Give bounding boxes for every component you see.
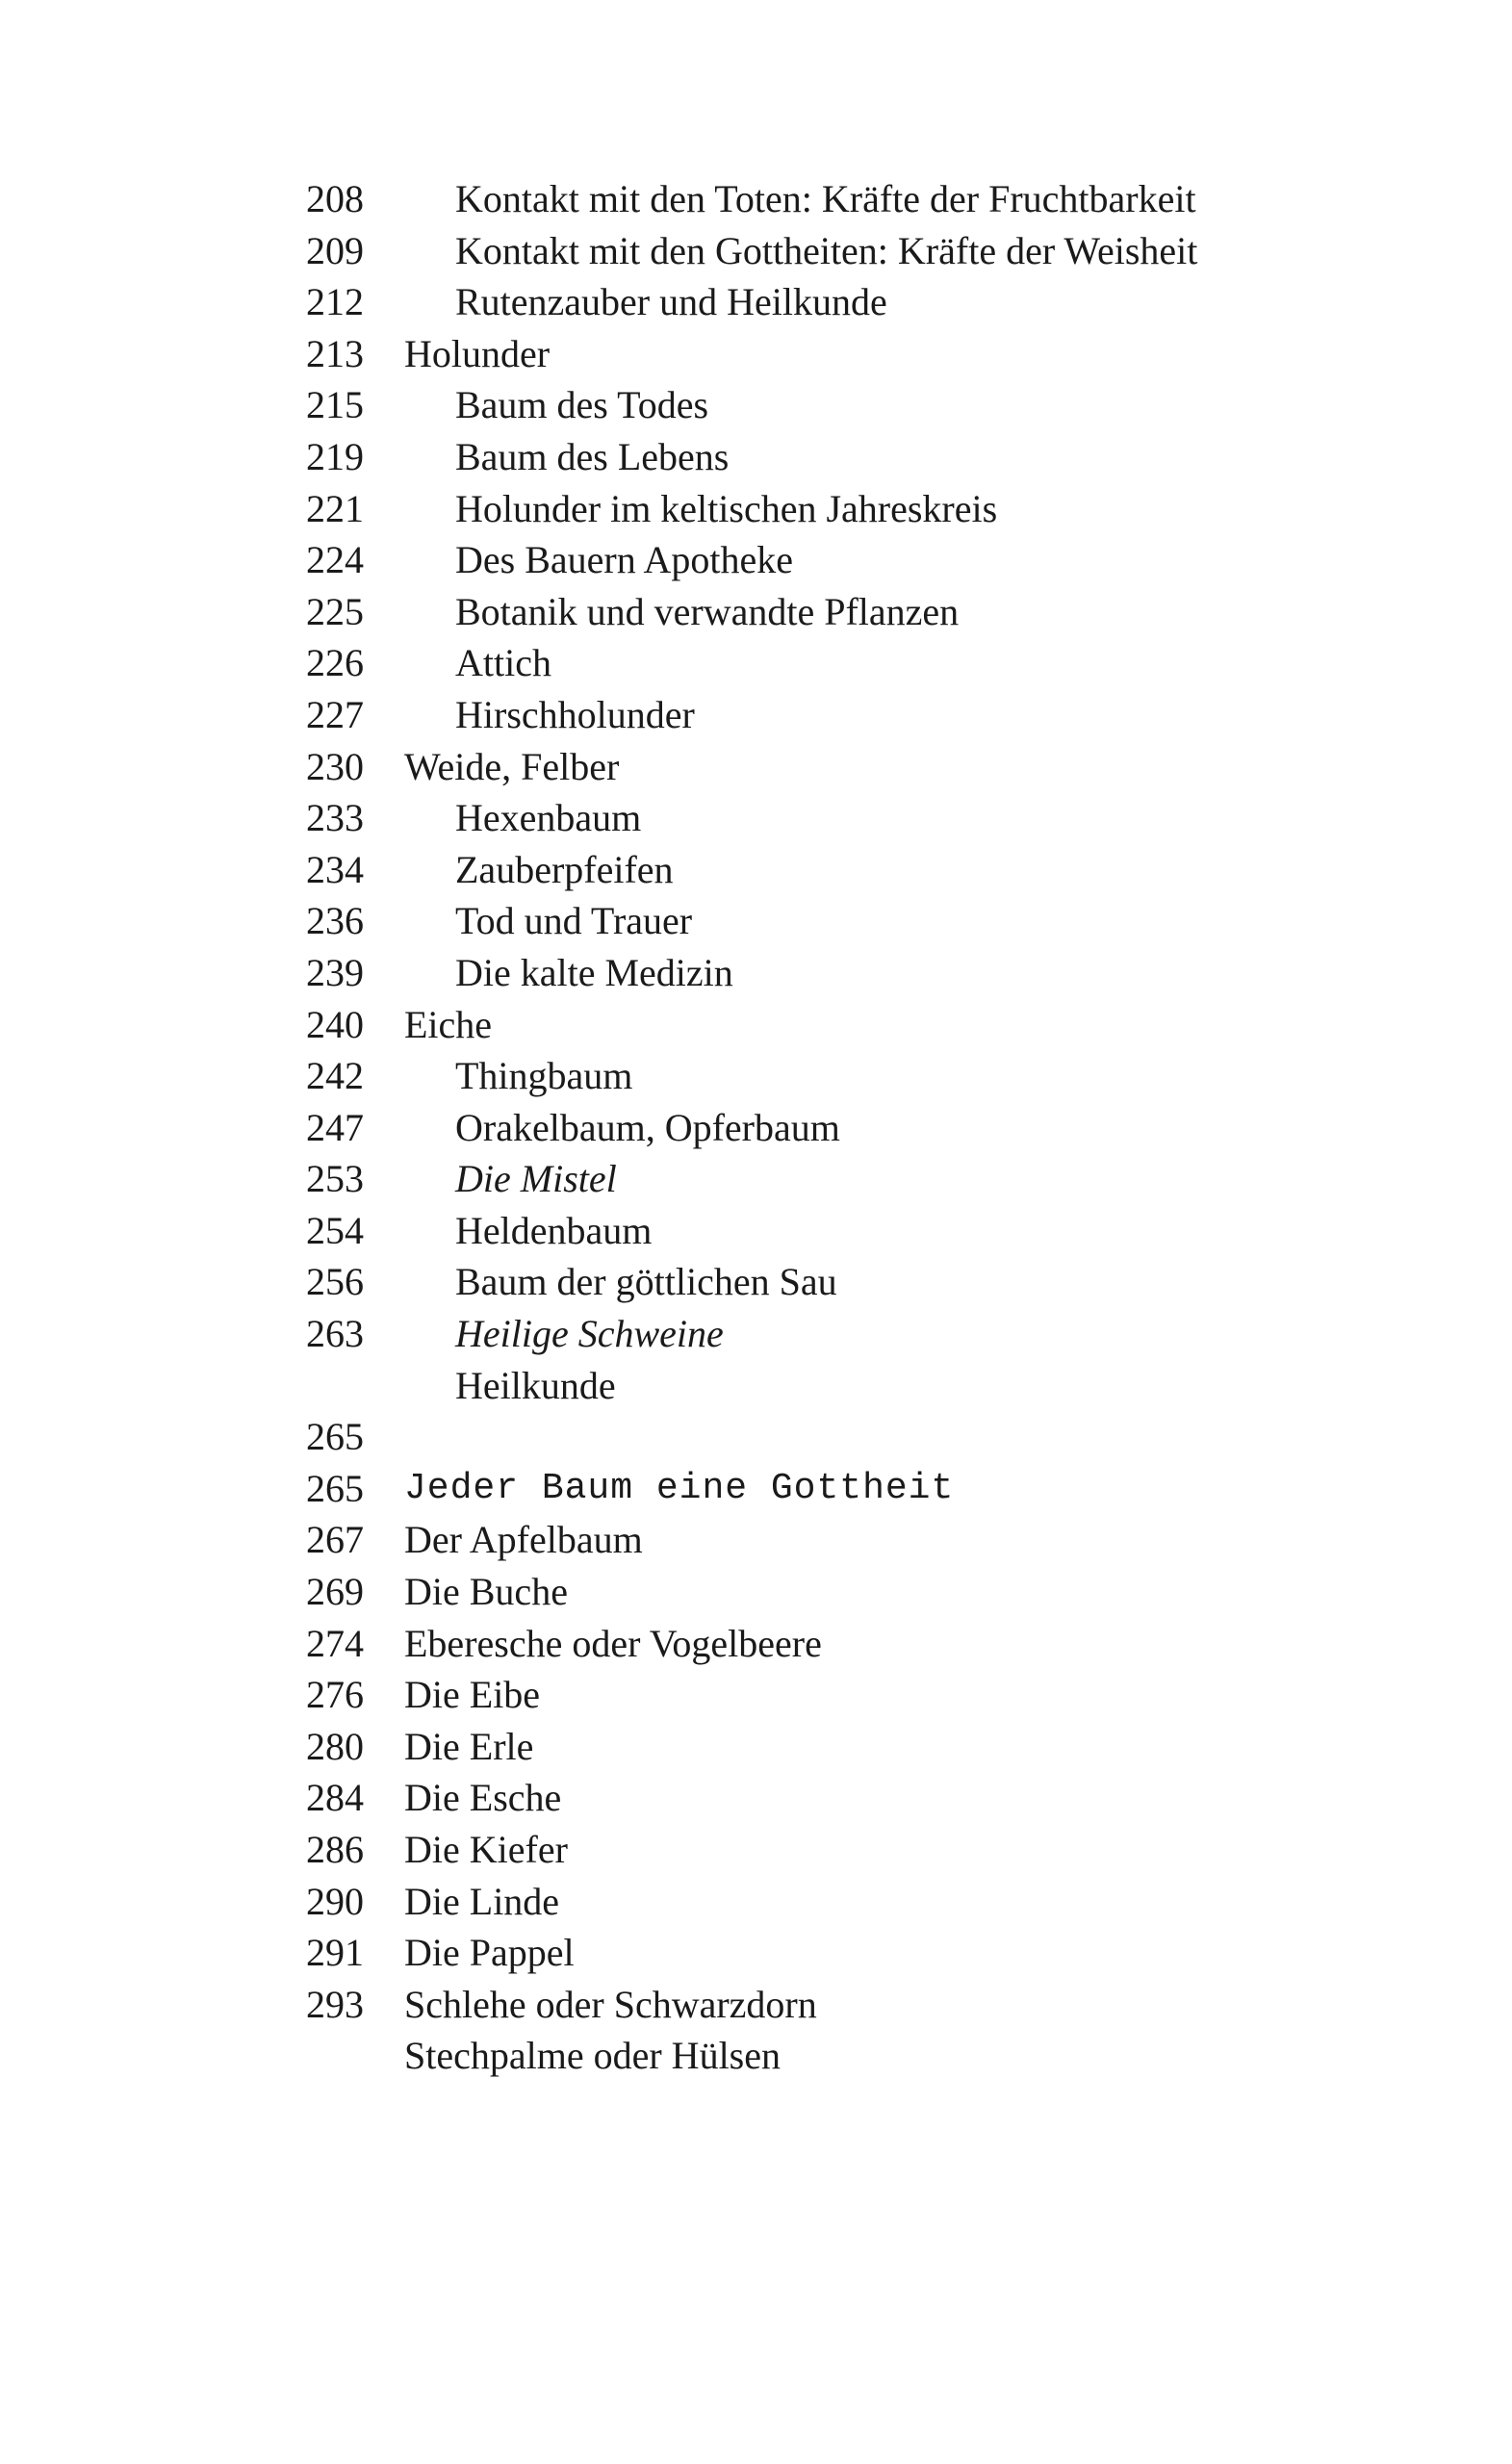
page-number: 226	[306, 641, 364, 685]
entry-title: Der Apfelbaum	[404, 1518, 643, 1562]
toc-entry	[306, 1772, 1365, 1824]
toc-entry	[306, 1927, 1365, 1979]
page-number: 225	[306, 589, 364, 633]
entry-title: Die Pappel	[404, 1931, 575, 1975]
toc-entry	[306, 173, 1365, 225]
entry-title: Stechpalme oder Hülsen	[404, 2034, 781, 2078]
page-number: 234	[306, 847, 364, 891]
page-number: 256	[306, 1260, 364, 1304]
toc-entry	[306, 534, 1365, 586]
toc-entry	[306, 379, 1365, 431]
page-number: 242	[306, 1054, 364, 1098]
toc-entry	[306, 483, 1365, 535]
entry-title: Heilkunde	[455, 1363, 616, 1407]
entry-title: Zauberpfeifen	[455, 847, 674, 891]
toc-entry	[306, 1102, 1365, 1154]
entry-title: Des Bauern Apotheke	[455, 538, 794, 582]
page-number: 263	[306, 1312, 364, 1356]
page-number: 213	[306, 331, 364, 375]
toc-entry	[306, 1721, 1365, 1773]
page-number: 284	[306, 1776, 364, 1820]
page-number: 236	[306, 899, 364, 943]
toc-entry	[306, 1050, 1365, 1102]
toc-entry	[306, 1979, 1365, 2031]
toc-entry	[306, 1256, 1365, 1308]
entry-title: Baum des Lebens	[455, 434, 730, 478]
table-of-contents	[306, 173, 1365, 2082]
entry-title: Jeder Baum eine Gottheit	[404, 1467, 955, 1509]
entry-title: Attich	[455, 641, 551, 685]
page-number: 221	[306, 486, 364, 530]
entry-title: Tod und Trauer	[455, 899, 693, 943]
entry-title: Die Eibe	[404, 1673, 541, 1717]
toc-entry	[306, 844, 1365, 896]
page-number: 291	[306, 1931, 364, 1975]
entry-title: Baum des Todes	[455, 383, 709, 427]
entry-title: Heldenbaum	[455, 1208, 653, 1252]
page-number: 293	[306, 1982, 364, 2026]
entry-title: Die Linde	[404, 1879, 560, 1923]
page-number: 212	[306, 280, 364, 324]
toc-entry	[306, 895, 1365, 947]
toc-entry	[306, 276, 1365, 328]
toc-entry	[306, 637, 1365, 689]
toc-entry	[306, 586, 1365, 638]
toc-entry	[306, 947, 1365, 999]
entry-title: Hirschholunder	[455, 692, 695, 736]
entry-title: Die kalte Medizin	[455, 950, 733, 994]
entry-title: Holunder	[404, 331, 551, 375]
entry-title: Holunder im keltischen Jahreskreis	[455, 486, 998, 530]
toc-entry	[306, 999, 1365, 1051]
entry-title: Kontakt mit den Gottheiten: Kräfte der Weisheit	[455, 228, 1198, 272]
page-number: 239	[306, 950, 364, 994]
toc-entry	[306, 225, 1365, 277]
page-number: 215	[306, 383, 364, 427]
page-number: 280	[306, 1724, 364, 1768]
toc-entry	[306, 1669, 1365, 1721]
page-number: 208	[306, 177, 364, 220]
entry-title: Baum der göttlichen Sau	[455, 1260, 837, 1304]
page-number: 240	[306, 1002, 364, 1046]
page-number: 254	[306, 1208, 364, 1252]
entry-title: Die Mistel	[455, 1157, 617, 1201]
entry-title: Kontakt mit den Toten: Kräfte der Fruchtbarkeit	[455, 177, 1196, 220]
toc-entry	[306, 328, 1365, 380]
entry-title: Hexenbaum	[455, 796, 642, 840]
page-number: 219	[306, 434, 364, 478]
toc-entry	[306, 431, 1365, 483]
toc-entry	[306, 1514, 1365, 1566]
toc-entry	[306, 1566, 1365, 1618]
toc-entry	[306, 741, 1365, 793]
toc-entry	[306, 1876, 1365, 1928]
page-number: 247	[306, 1105, 364, 1149]
toc-entry	[306, 792, 1365, 844]
toc-entry	[306, 1205, 1365, 1257]
page-number: 253	[306, 1157, 364, 1201]
page-number: 230	[306, 744, 364, 788]
page-number: 269	[306, 1570, 364, 1614]
page-number: 267	[306, 1518, 364, 1562]
toc-entry	[306, 1463, 1365, 1515]
toc-entry	[306, 689, 1365, 741]
page-number: 276	[306, 1673, 364, 1717]
entry-title: Eiche	[404, 1002, 493, 1046]
entry-title: Eberesche oder Vogelbeere	[404, 1621, 822, 1665]
entry-title: Die Buche	[404, 1570, 568, 1614]
page-number: 265	[306, 1415, 364, 1459]
entry-title: Weide, Felber	[404, 744, 620, 788]
entry-title: Orakelbaum, Opferbaum	[455, 1105, 840, 1149]
entry-title: Rutenzauber und Heilkunde	[455, 280, 887, 324]
entry-title: Schlehe oder Schwarzdorn	[404, 1982, 817, 2026]
page-number: 274	[306, 1621, 364, 1665]
toc-entry	[306, 1153, 1365, 1205]
entry-title: Die Erle	[404, 1724, 534, 1768]
entry-title: Die Esche	[404, 1776, 562, 1820]
toc-entry	[306, 1618, 1365, 1670]
page-number: 290	[306, 1879, 364, 1923]
entry-title: Botanik und verwandte Pflanzen	[455, 589, 960, 633]
page-number: 227	[306, 692, 364, 736]
page-number: 265	[306, 1466, 364, 1510]
entry-title: Heilige Schweine	[455, 1312, 724, 1356]
entry-title: Die Kiefer	[404, 1828, 568, 1871]
entry-title: Thingbaum	[455, 1054, 633, 1098]
toc-entry	[306, 2030, 1365, 2082]
toc-entry	[306, 1411, 1365, 1463]
page-number: 224	[306, 538, 364, 582]
toc-entry	[306, 1308, 1365, 1360]
page-number: 209	[306, 228, 364, 272]
page-number: 286	[306, 1828, 364, 1871]
toc-entry	[306, 1360, 1365, 1412]
page-number: 233	[306, 796, 364, 840]
toc-entry	[306, 1824, 1365, 1876]
